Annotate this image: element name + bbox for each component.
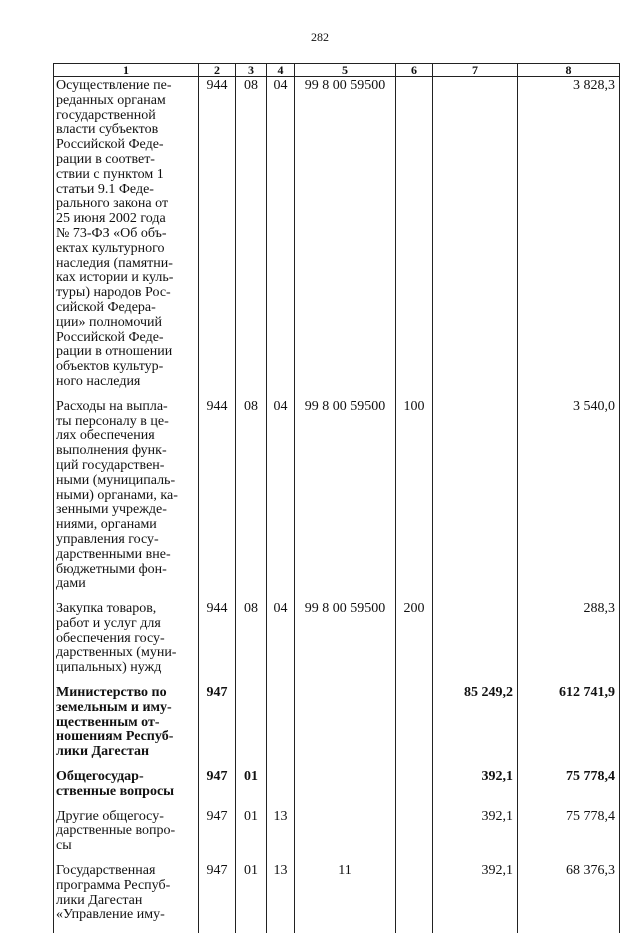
description-line: туры) народов Рос- [56,285,171,300]
description-line: наследия (памятни- [56,256,173,271]
description-line: Другие общегосу- [56,809,164,824]
description-line: ектах культурного [56,241,164,256]
description-line: Российской Феде- [56,330,164,345]
description-line: рального закона от [56,196,168,211]
cell-col-8: 3 828,3 [518,77,620,400]
cell-col-5 [295,810,396,864]
cell-col-7 [433,400,518,602]
cell-col-3 [236,686,267,770]
description-line: ными (муниципаль- [56,473,175,488]
row-description [54,864,199,933]
description-line: «Управление иму- [56,907,165,922]
description-line: Закупка товаров, [56,601,156,616]
cell-col-6 [396,77,433,400]
description-line: Государственная [56,863,155,878]
cell-col-3: 08 [236,77,267,400]
description-line: работ и услуг для [56,616,161,631]
cell-col-3: 01 [236,864,267,933]
table-row [54,810,620,864]
description-line: зенными учрежде- [56,502,167,517]
description-line: обеспечения госу- [56,631,165,646]
description-line: дарственные вопро- [56,823,175,838]
cell-col-6 [396,810,433,864]
cell-col-8: 75 778,4 [518,810,620,864]
description-line: Расходы на выпла- [56,399,168,414]
cell-col-6 [396,864,433,933]
description-line: ций государствен- [56,458,164,473]
table-row [54,77,620,400]
cell-col-2: 947 [199,686,236,770]
cell-col-2: 947 [199,770,236,810]
row-description [54,810,199,864]
column-header-2: 2 [199,64,236,77]
row-description [54,602,199,686]
cell-col-5 [295,770,396,810]
description-line: дами [56,576,86,591]
table-row [54,864,620,933]
description-line: щественным от- [56,715,160,730]
column-header-8: 8 [518,64,620,77]
budget-table [53,63,620,933]
cell-col-8: 612 741,9 [518,686,620,770]
cell-col-4: 13 [267,810,295,864]
description-line: рации в отношении [56,344,172,359]
cell-col-6: 200 [396,602,433,686]
cell-col-2: 947 [199,864,236,933]
description-line: ного наследия [56,374,140,389]
description-line: 25 июня 2002 года [56,211,166,226]
cell-col-7: 392,1 [433,810,518,864]
table-header-row [54,64,620,77]
description-line: бюджетными фон- [56,562,167,577]
cell-col-7: 392,1 [433,864,518,933]
description-line: лики Дагестан [56,744,149,759]
description-line: ствии с пунктом 1 [56,167,164,182]
description-line: Российской Феде- [56,137,164,152]
cell-col-6 [396,686,433,770]
table-row [54,602,620,686]
description-line: ственные вопросы [56,784,174,799]
cell-col-5: 99 8 00 59500 [295,602,396,686]
cell-col-4 [267,770,295,810]
column-header-5: 5 [295,64,396,77]
row-description [54,770,199,810]
cell-col-4: 04 [267,602,295,686]
description-line: ниями, органами [56,517,157,532]
cell-col-6: 100 [396,400,433,602]
description-line: Общегосудар- [56,769,144,784]
table-row [54,400,620,602]
description-line: ципальных) нужд [56,660,161,675]
cell-col-8: 288,3 [518,602,620,686]
cell-col-5: 99 8 00 59500 [295,77,396,400]
row-description [54,686,199,770]
row-description [54,77,199,400]
table-body [54,77,620,933]
cell-col-4: 04 [267,77,295,400]
cell-col-8: 68 376,3 [518,864,620,933]
description-line: рации в соответ- [56,152,155,167]
cell-col-4: 13 [267,864,295,933]
description-line: управления госу- [56,532,159,547]
page-number: 282 [0,30,640,45]
cell-col-2: 944 [199,77,236,400]
column-header-6: 6 [396,64,433,77]
cell-col-8: 75 778,4 [518,770,620,810]
cell-col-5: 99 8 00 59500 [295,400,396,602]
cell-col-8: 3 540,0 [518,400,620,602]
description-line: лики Дагестан [56,893,142,908]
column-header-1: 1 [54,64,199,77]
description-line: ции» полномочий [56,315,162,330]
row-description [54,400,199,602]
cell-col-4 [267,686,295,770]
table-row [54,770,620,810]
column-header-4: 4 [267,64,295,77]
cell-col-2: 944 [199,602,236,686]
column-header-3: 3 [236,64,267,77]
description-line: объектов культур- [56,359,163,374]
description-line: государственной [56,108,156,123]
description-line: дарственных (муни- [56,645,176,660]
description-line: власти субъектов [56,122,158,137]
description-line: земельным и иму- [56,700,172,715]
cell-col-3: 08 [236,602,267,686]
description-line: № 73-ФЗ «Об объ- [56,226,167,241]
description-line: сийской Федера- [56,300,156,315]
cell-col-7: 392,1 [433,770,518,810]
cell-col-2: 944 [199,400,236,602]
description-line: Министерство по [56,685,167,700]
column-header-7: 7 [433,64,518,77]
description-line: статьи 9.1 Феде- [56,182,154,197]
description-line: ты персоналу в це- [56,414,169,429]
cell-col-5: 11 [295,864,396,933]
description-line: ношениям Респуб- [56,729,173,744]
description-line: лях обеспечения [56,428,155,443]
cell-col-7 [433,602,518,686]
description-line: ными) органами, ка- [56,488,178,503]
cell-col-7: 85 249,2 [433,686,518,770]
description-line: ках истории и куль- [56,270,173,285]
description-line: Осуществление пе- [56,78,172,93]
cell-col-3: 01 [236,810,267,864]
cell-col-3: 01 [236,770,267,810]
cell-col-3: 08 [236,400,267,602]
description-line: программа Респуб- [56,878,170,893]
cell-col-5 [295,686,396,770]
cell-col-2: 947 [199,810,236,864]
description-line: выполнения функ- [56,443,167,458]
cell-col-7 [433,77,518,400]
cell-col-6 [396,770,433,810]
description-line: дарственными вне- [56,547,171,562]
cell-col-4: 04 [267,400,295,602]
table-row [54,686,620,770]
description-line: сы [56,838,72,853]
description-line: реданных органам [56,93,166,108]
